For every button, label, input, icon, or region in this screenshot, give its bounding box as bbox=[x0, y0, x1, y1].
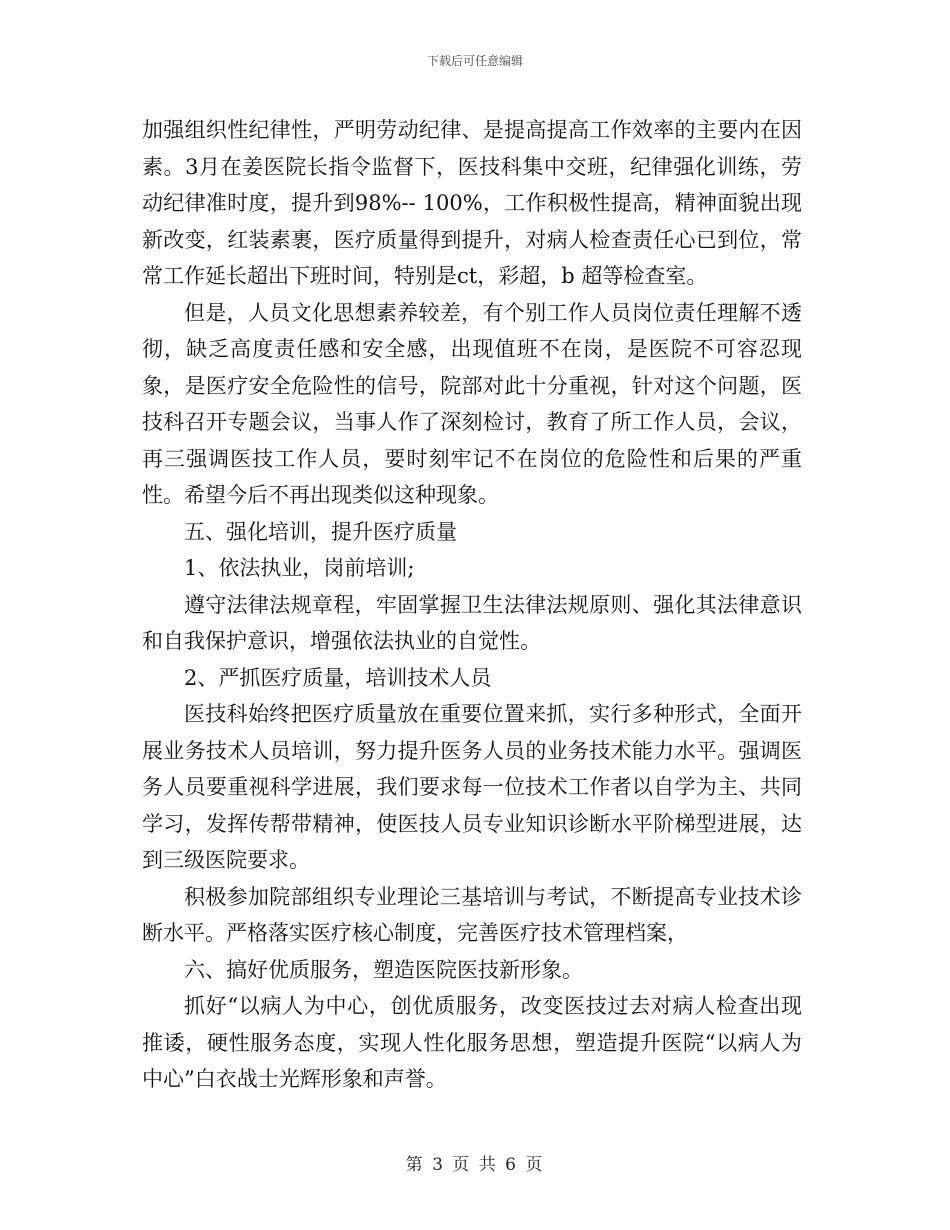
document-body bbox=[142, 112, 802, 1098]
paragraph-exams: 积极参加院部组织专业理论三基培训与考试，不断提高专业技术诊断水平。严格落实医疗核心制度，完善医疗技术管理档案， bbox=[142, 884, 802, 945]
subheading-legal-practice: 1、依法执业，岗前培训; bbox=[184, 556, 415, 580]
paragraph-discipline: 加强组织性纪律性，严明劳动纪律、是提高提高工作效率的主要内在因素。3月在姜医院长指令监督下，医技科集中交班，纪律强化训练，劳动纪律准时度，提升到98%-- 100%，工作积极性提高，精神面貌出现新改变，红装素裹，医疗质量得到提升，对病人检查责任心已到位，常常工作延长超出下班时间，特别是ct，彩超，b 超等检查室。 bbox=[142, 118, 802, 288]
section-heading-service: 六、搞好优质服务，塑造医院医技新形象。 bbox=[184, 957, 583, 982]
section-heading-training: 五、强化培训，提升医疗质量 bbox=[184, 519, 457, 544]
subheading-quality: 2、严抓医疗质量，培训技术人员 bbox=[184, 665, 492, 690]
page-number-footer: 第 3 页 共 6 页 bbox=[405, 1155, 545, 1175]
page-header: 下载后可任意编辑 bbox=[426, 54, 523, 68]
paragraph-quality-training: 医技科始终把医疗质量放在重要位置来抓，实行多种形式，全面开展业务技术人员培训，努力提升医务人员的业务技术能力水平。强调医务人员要重视科学进展，我们要求每一位技术工作者以自学为主、共同学习，发挥传帮带精神，使医技人员专业知识诊断水平阶梯型进展，达到三级医院要求。 bbox=[142, 702, 802, 872]
paragraph-issues: 但是，人员文化思想素养较差，有个别工作人员岗位责任理解不透彻，缺乏高度责任感和安全感，出现值班不在岗，是医院不可容忍现象，是医疗安全危险性的信号，院部对此十分重视，针对这个问题，医技科召开专题会议，当事人作了深刻检讨，教育了所工作人员，会议，再三强调医技工作人员，要时刻牢记不在岗位的危险性和后果的严重性。希望今后不再出现类似这种现象。 bbox=[142, 300, 802, 507]
paragraph-service: 抓好“以病人为中心，创优质服务，改变医技过去对病人检查出现推诿，硬性服务态度，实现人性化服务思想，塑造提升医院“以病人为中心”白衣战士光辉形象和声誉。 bbox=[142, 994, 802, 1091]
paragraph-legal-compliance: 遵守法律法规章程，牢固掌握卫生法律法规原则、强化其法律意识和自我保护意识，增强依法执业的自觉性。 bbox=[142, 592, 802, 653]
